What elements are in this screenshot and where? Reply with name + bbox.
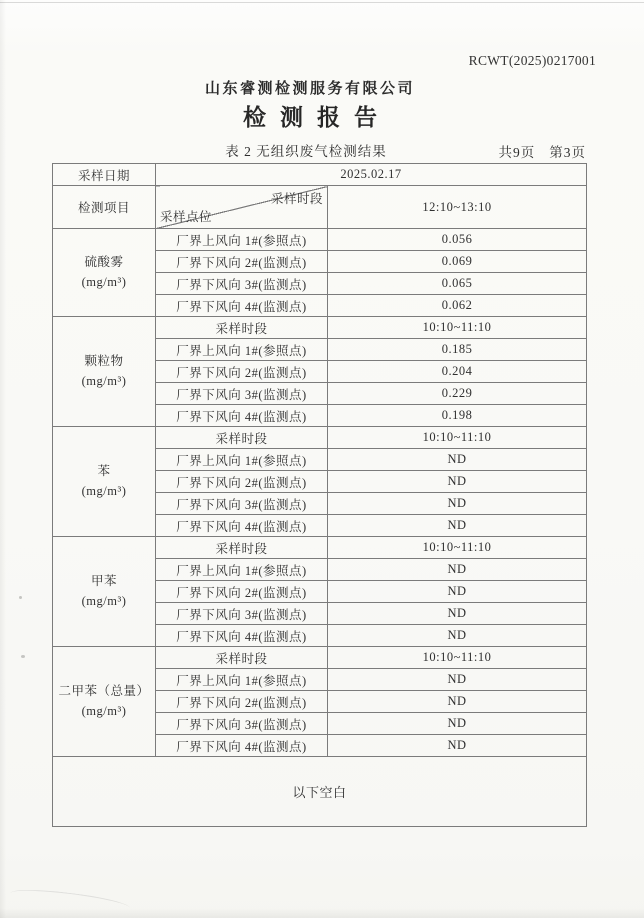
report-title: 检测报告 bbox=[243, 105, 391, 130]
value-cell: ND bbox=[328, 449, 587, 471]
page-current: 第3页 bbox=[549, 145, 586, 160]
value-cell: ND bbox=[328, 625, 587, 647]
scan-edge-top bbox=[0, 2, 644, 3]
value-cell: ND bbox=[328, 603, 587, 625]
point-cell: 厂界上风向 1#(参照点) bbox=[156, 229, 328, 251]
group-unit: (mg/m³) bbox=[81, 373, 127, 388]
point-cell: 厂界下风向 2#(监测点) bbox=[156, 251, 328, 273]
sampling-date-label-cell: 采样日期 bbox=[53, 164, 156, 186]
header-period-cell: 12:10~13:10 bbox=[328, 186, 587, 229]
period-label-cell: 采样时段 bbox=[156, 647, 328, 669]
value-cell: ND bbox=[328, 735, 587, 757]
point-cell: 厂界下风向 2#(监测点) bbox=[156, 361, 328, 383]
point-cell: 厂界下风向 4#(监测点) bbox=[156, 515, 328, 537]
point-cell: 厂界下风向 2#(监测点) bbox=[156, 581, 328, 603]
value-cell: 0.069 bbox=[328, 251, 587, 273]
point-cell: 厂界下风向 3#(监测点) bbox=[156, 493, 328, 515]
period-value-cell: 10:10~11:10 bbox=[328, 537, 587, 559]
results-table bbox=[52, 163, 587, 827]
diagonal-point-label: 采样点位 bbox=[160, 210, 213, 224]
value-cell: 0.065 bbox=[328, 273, 587, 295]
point-cell: 厂界下风向 2#(监测点) bbox=[156, 691, 328, 713]
point-cell: 厂界下风向 2#(监测点) bbox=[156, 471, 328, 493]
period-label-cell: 采样时段 bbox=[156, 537, 328, 559]
group-label-cell bbox=[53, 647, 156, 757]
value-cell: ND bbox=[328, 713, 587, 735]
point-cell: 厂界下风向 3#(监测点) bbox=[156, 383, 328, 405]
point-cell: 厂界下风向 4#(监测点) bbox=[156, 295, 328, 317]
sampling-date-value-cell: 2025.02.17 bbox=[156, 164, 587, 186]
value-cell: 0.204 bbox=[328, 361, 587, 383]
table-caption: 表 2 无组织废气检测结果 bbox=[225, 144, 387, 159]
point-cell: 厂界下风向 4#(监测点) bbox=[156, 405, 328, 427]
value-cell: 0.185 bbox=[328, 339, 587, 361]
company-name: 山东睿测检测服务有限公司 bbox=[204, 81, 415, 97]
group-label-cell bbox=[53, 317, 156, 427]
group-unit: (mg/m³) bbox=[81, 593, 127, 608]
pages-total: 共9页 bbox=[498, 145, 536, 160]
group-name: 颗粒物 bbox=[84, 354, 124, 369]
point-cell: 厂界上风向 1#(参照点) bbox=[156, 669, 328, 691]
value-cell: ND bbox=[328, 581, 587, 603]
item-label-cell: 检测项目 bbox=[53, 186, 156, 229]
group-name: 硫酸雾 bbox=[84, 255, 124, 270]
group-name: 甲苯 bbox=[90, 574, 117, 589]
period-label-cell: 采样时段 bbox=[156, 317, 328, 339]
value-cell: ND bbox=[328, 471, 587, 493]
period-label-cell: 采样时段 bbox=[156, 427, 328, 449]
group-name: 二甲苯（总量） bbox=[58, 684, 150, 699]
point-cell: 厂界上风向 1#(参照点) bbox=[156, 339, 328, 361]
scan-speck bbox=[21, 655, 25, 658]
page-indicator bbox=[499, 141, 587, 161]
scan-edge-left bbox=[0, 0, 6, 918]
group-unit: (mg/m³) bbox=[81, 703, 127, 718]
group-name: 苯 bbox=[97, 464, 111, 479]
point-cell: 厂界下风向 3#(监测点) bbox=[156, 713, 328, 735]
value-cell: ND bbox=[328, 515, 587, 537]
period-value-cell: 10:10~11:10 bbox=[328, 427, 587, 449]
point-cell: 厂界下风向 3#(监测点) bbox=[156, 603, 328, 625]
group-unit: (mg/m³) bbox=[81, 483, 127, 498]
value-cell: ND bbox=[328, 493, 587, 515]
value-cell: 0.198 bbox=[328, 405, 587, 427]
blank-below-note: 以下空白 bbox=[53, 757, 587, 827]
group-label-cell bbox=[53, 427, 156, 537]
value-cell: ND bbox=[328, 691, 587, 713]
value-cell: ND bbox=[328, 559, 587, 581]
scan-speck bbox=[19, 596, 22, 599]
point-cell: 厂界下风向 3#(监测点) bbox=[156, 273, 328, 295]
group-label-cell bbox=[53, 537, 156, 647]
value-cell: 0.062 bbox=[328, 295, 587, 317]
point-cell: 厂界下风向 4#(监测点) bbox=[156, 735, 328, 757]
period-value-cell: 10:10~11:10 bbox=[328, 647, 587, 669]
value-cell: ND bbox=[328, 669, 587, 691]
diagonal-header-cell bbox=[156, 186, 328, 229]
group-unit: (mg/m³) bbox=[81, 274, 127, 289]
diagonal-period-label: 采样时段 bbox=[270, 192, 323, 206]
report-number: RCWT(2025)0217001 bbox=[468, 53, 596, 68]
point-cell: 厂界下风向 4#(监测点) bbox=[156, 625, 328, 647]
value-cell: 0.056 bbox=[328, 229, 587, 251]
period-value-cell: 10:10~11:10 bbox=[328, 317, 587, 339]
group-label-cell bbox=[53, 229, 156, 317]
value-cell: 0.229 bbox=[328, 383, 587, 405]
point-cell: 厂界上风向 1#(参照点) bbox=[156, 559, 328, 581]
point-cell: 厂界上风向 1#(参照点) bbox=[156, 449, 328, 471]
